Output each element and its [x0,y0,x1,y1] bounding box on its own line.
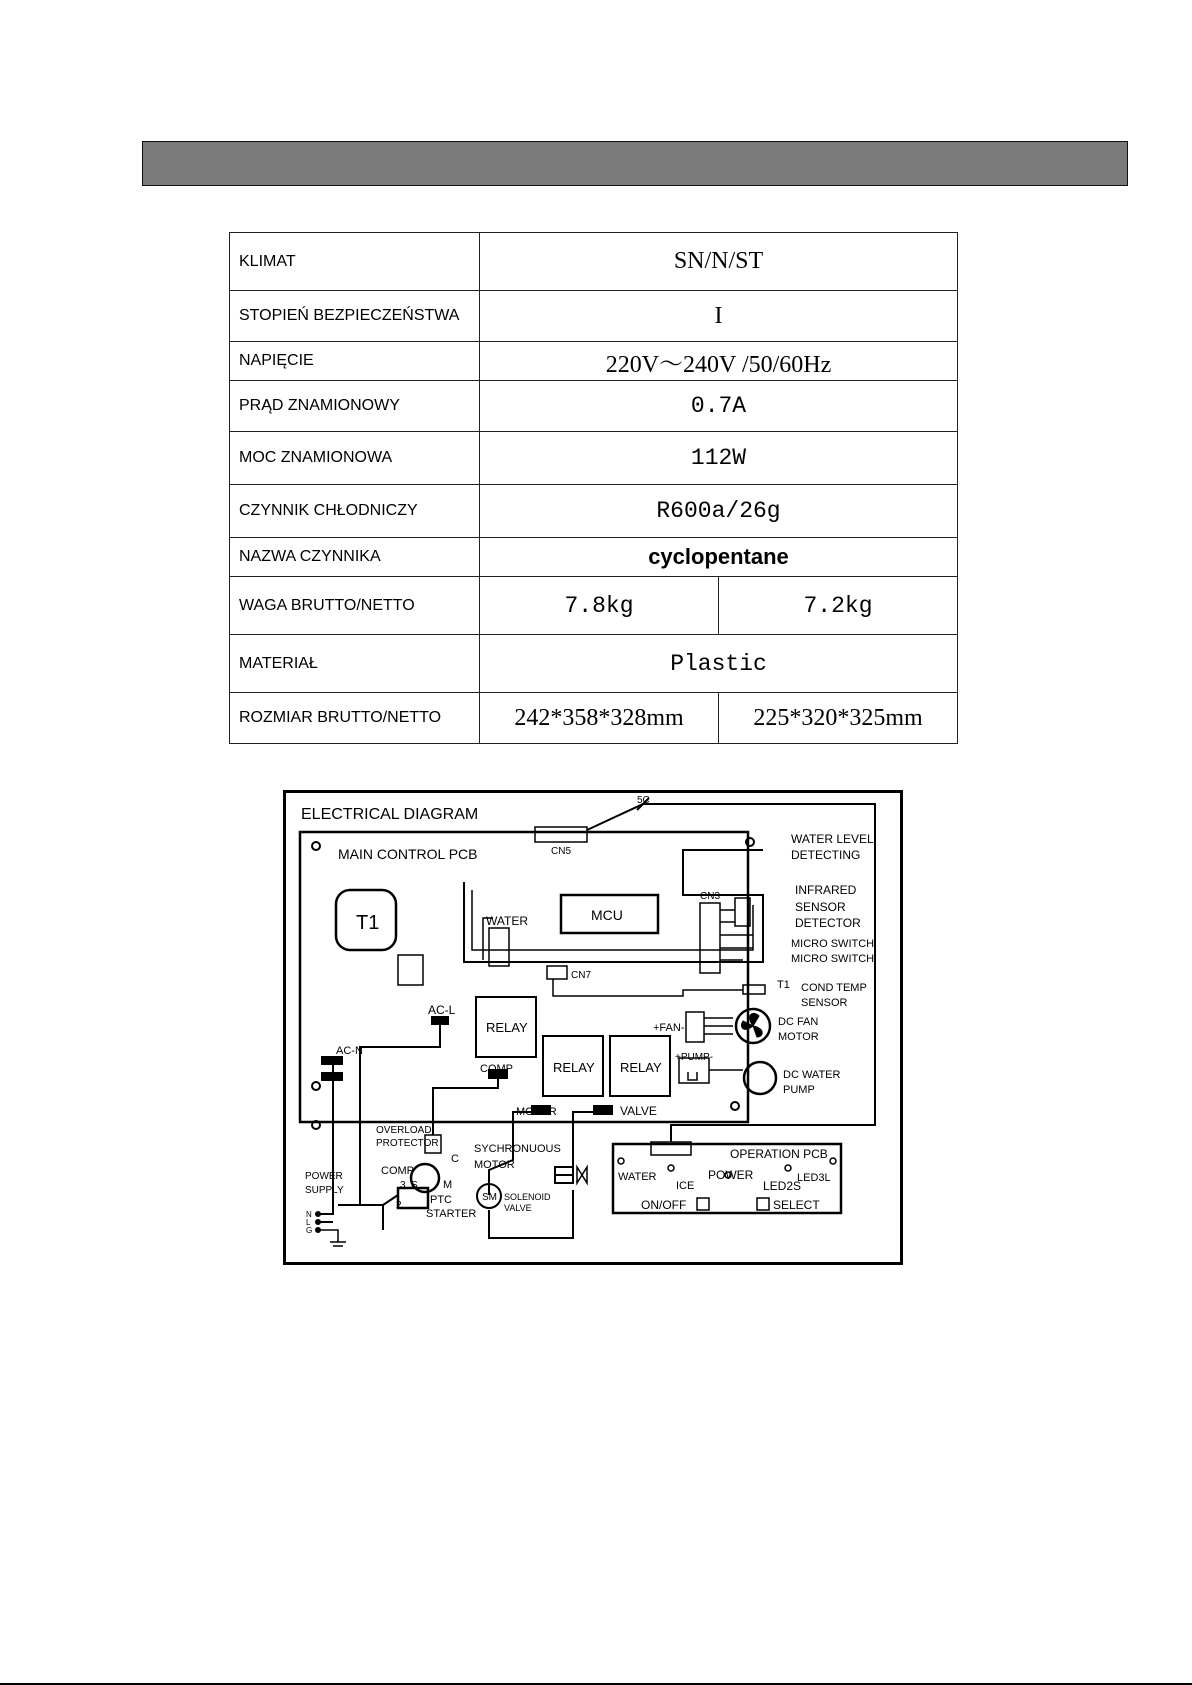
spec-value-net: 7.2kg [719,577,958,635]
cn3-label: CN3 [700,891,721,902]
table-row [230,432,958,485]
spec-label: ROZMIAR BRUTTO/NETTO [230,693,480,744]
c-terminal-label: C [451,1153,459,1165]
infrared-label: SENSOR [795,900,846,914]
spec-value-gross: 242*358*328mm [480,693,719,744]
comp2-label: COMP [381,1165,414,1177]
sync-motor-label: MOTOR [474,1159,515,1171]
spec-label: MOC ZNAMIONOWA [230,432,480,485]
spec-value-net: 225*320*325mm [719,693,958,744]
pump-label: PUMP [783,1084,815,1096]
relay-2-label: RELAY [553,1060,595,1075]
pump-label: DC WATER [783,1069,841,1081]
terminal-2-label: 2 [396,1200,402,1211]
table-row [230,485,958,538]
n-label: N [306,1210,312,1219]
electrical-diagram-svg [283,790,903,1265]
t1-small-label: T1 [777,979,790,991]
fan-label: MOTOR [778,1031,819,1043]
t1-label: T1 [356,912,380,934]
ptc-label: PTC [430,1194,452,1206]
spec-value: R600a/26g [480,485,958,538]
cn5-connector [535,827,587,842]
spec-label: MATERIAŁ [230,635,480,693]
spec-label: PRĄD ZNAMIONOWY [230,381,480,432]
motor-label: MOTOR [516,1106,557,1118]
cond-temp-label: COND TEMP [801,982,867,994]
spec-value: cyclopentane [480,538,958,577]
spec-value: SN/N/ST [480,233,958,291]
table-row [230,233,958,291]
cn5-label: CN5 [551,846,572,857]
section-header-bar [142,141,1128,186]
spec-label: NAZWA CZYNNIKA [230,538,480,577]
spec-label: WAGA BRUTTO/NETTO [230,577,480,635]
water-connector [489,928,509,966]
op-ice-label: ICE [676,1180,695,1192]
valve-label: VALVE [620,1104,657,1118]
pump-connector-label: +PUMP- [675,1052,714,1063]
water-label: WATER [486,914,528,928]
select-button-icon [757,1198,769,1210]
table-row [230,538,958,577]
m-terminal-label: M [443,1179,453,1191]
op-led3l-label: LED3L [797,1172,831,1184]
solenoid-label: VALVE [504,1203,532,1213]
spec-label: NAPIĘCIE [230,342,480,381]
op-led2s-label: LED2S [763,1179,802,1193]
sync-motor-label: SYCHRONUOUS [474,1143,561,1155]
l-label: L [306,1218,311,1227]
relay-3-label: RELAY [620,1060,662,1075]
spec-label: STOPIEŃ BEZPIECZEŃSTWA [230,291,480,342]
op-onoff-label: ON/OFF [641,1198,687,1212]
spec-value: 112W [480,432,958,485]
main-pcb-label: MAIN CONTROL PCB [338,846,478,862]
sm-label: SM [482,1192,497,1203]
cn7-label: CN7 [571,970,592,981]
table-row [230,577,958,635]
spec-value: 0.7A [480,381,958,432]
operation-pcb-label: OPERATION PCB [730,1147,828,1161]
table-row [230,635,958,693]
ac-n-label: AC-N [336,1045,363,1057]
fan-connector [686,1012,704,1042]
cond-temp-label: SENSOR [801,997,848,1009]
electrical-diagram [283,790,903,1265]
cable-5c-label: 5C [637,795,650,806]
ptc-label: STARTER [426,1208,477,1220]
op-power-label: POWER [708,1168,754,1182]
cond-temp-sensor [743,985,765,994]
ac-l-label: AC-L [428,1003,456,1017]
overload-label: OVERLOAD [376,1125,432,1136]
table-row [230,291,958,342]
onoff-button-icon [697,1198,709,1210]
relay-1-label: RELAY [486,1020,528,1035]
overload-label: PROTECTOR [376,1138,439,1149]
power-supply-label: POWER [305,1171,343,1182]
micro-switch-label: MICRO SWITCH [791,938,875,950]
mcu-label: MCU [591,907,623,923]
table-row [230,693,958,744]
specs-table [229,232,958,744]
small-ic [398,955,423,985]
power-supply-label: SUPPLY [305,1185,344,1196]
table-row [230,381,958,432]
op-water-label: WATER [618,1171,657,1183]
op-select-label: SELECT [773,1198,820,1212]
fan-label: DC FAN [778,1016,819,1028]
spec-value: 220V～240V /50/60Hz [480,342,958,381]
spec-value: Plastic [480,635,958,693]
water-level-label: DETECTING [791,848,861,862]
water-level-label: WATER LEVEL [791,832,874,846]
solenoid-label: SOLENOID [504,1192,551,1202]
table-row [230,342,958,381]
fan-connector-label: +FAN- [653,1022,685,1034]
spec-value: I [480,291,958,342]
micro-switch-label: MICRO SWITCH [791,953,875,965]
g-label: G [306,1226,313,1235]
spec-value-gross: 7.8kg [480,577,719,635]
cn7-connector [547,966,567,979]
diagram-title: ELECTRICAL DIAGRAM [301,806,479,823]
main-pcb-outline [300,832,748,1122]
terminal-3-label: 3 [400,1180,406,1191]
spec-label: CZYNNIK CHŁODNICZY [230,485,480,538]
infrared-label: INFRARED [795,883,857,897]
spec-label: KLIMAT [230,233,480,291]
s-terminal-label: S [411,1180,418,1191]
infrared-label: DETECTOR [795,916,861,930]
comp-label: COMP [480,1063,513,1075]
